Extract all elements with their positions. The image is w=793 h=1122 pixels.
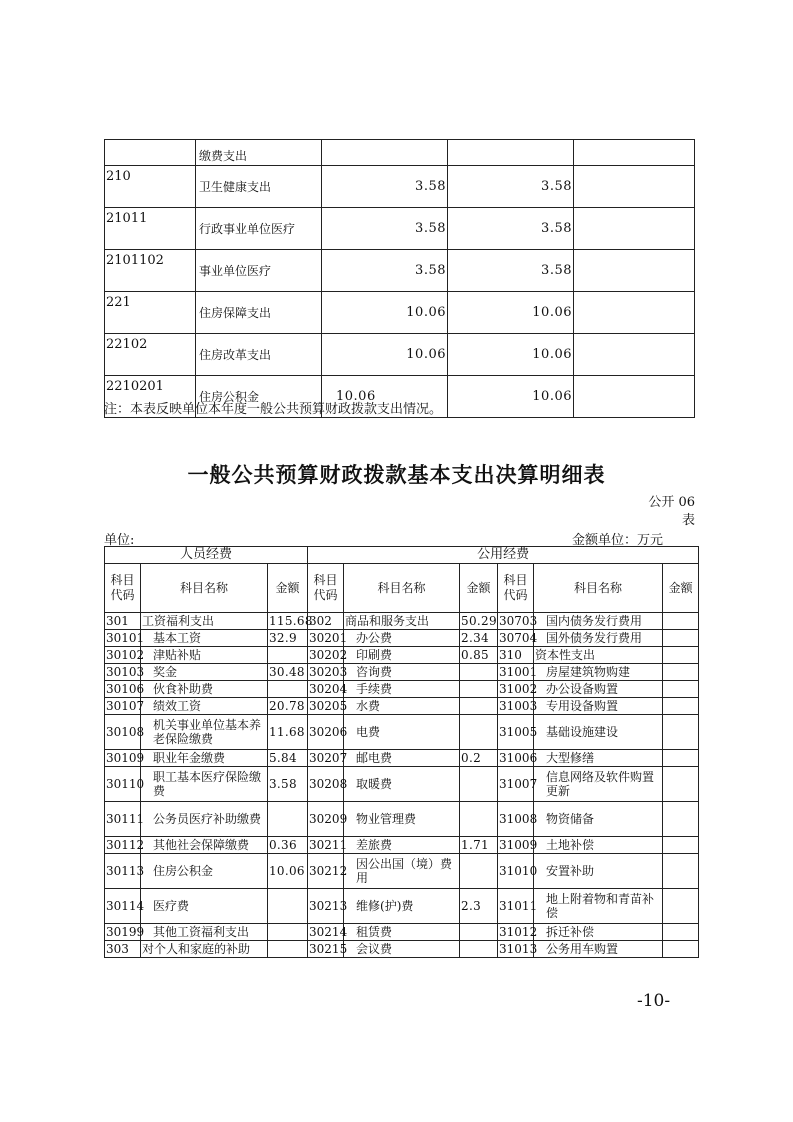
amount: 2.3 [460,889,498,924]
amount-col3 [574,140,695,166]
subject-name: 国内债务发行费用 [534,613,663,630]
subject-code: 30108 [105,715,141,750]
subject-name: 事业单位医疗 [196,250,322,292]
subject-code: 30213 [308,889,344,924]
subject-name: 国外债务发行费用 [534,630,663,647]
amount-col1: 3.58 [322,166,448,208]
table-row [105,140,695,166]
subject-code: 30106 [106,682,145,696]
unit-label: 单位: [104,533,135,548]
subject-name: 安置补助 [534,854,663,889]
subject-code: 31012 [499,925,538,939]
subject-name: 房屋建筑物购建 [534,664,663,681]
subject-code: 30204 [309,682,348,696]
subject-name: 卫生健康支出 [196,166,322,208]
amount-col3 [574,208,695,250]
amount-col3 [574,376,695,418]
subject-name: 会议费 [344,941,460,958]
subject-code: 31007 [498,767,534,802]
amount-col3 [574,166,695,208]
table-row [105,750,699,767]
subject-name: 手续费 [344,681,460,698]
amount [268,802,308,837]
subject-name: 维修(护)费 [344,889,460,924]
amount [460,941,498,958]
subject-name: 机关事业单位基本养老保险缴费 [141,715,268,750]
col-header-code: 科目代码 [498,564,534,613]
amount: 1.71 [460,837,498,854]
subject-code [105,140,196,166]
amount [460,664,498,681]
table-row [105,941,699,958]
subject-code: 30109 [106,751,145,765]
subject-name: 专用设备购置 [534,698,663,715]
subject-code: 30203 [309,665,348,679]
table-row [105,334,695,376]
group-header-row [105,547,699,564]
amount [460,802,498,837]
subject-code: 2101102 [105,250,196,292]
amount [268,941,308,958]
subject-name: 住房公积金 [196,376,322,418]
amount-col2: 10.06 [448,292,574,334]
subject-code: 30110 [105,767,141,802]
subject-name: 信息网络及软件购置更新 [534,767,663,802]
amount: 5.84 [268,750,308,767]
subject-code: 30113 [105,854,141,889]
subject-name: 拆迁补偿 [534,924,663,941]
amount [663,924,699,941]
table-row [105,664,699,681]
subject-code: 22102 [105,334,196,376]
col-header-amount: 金额 [268,564,308,613]
amount-col1: 10.06 [322,292,448,334]
table-code-line1: 公开 06 [648,495,695,510]
subject-code: 30107 [106,699,145,713]
subject-code: 221 [105,292,196,334]
subject-code: 30704 [499,631,538,645]
col-header-name: 科目名称 [534,564,663,613]
basic-expenditure-detail-table [104,546,699,958]
amount [663,630,699,647]
amount [663,647,699,664]
amount [460,715,498,750]
amount: 11.68 [268,715,308,750]
subject-code: 302 [308,613,344,630]
subject-name: 职业年金缴费 [141,750,268,767]
subject-name: 住房改革支出 [196,334,322,376]
table-row [105,698,699,715]
subject-name: 公务用车购置 [534,941,663,958]
amount-unit-label: 金额单位：万元 [572,533,664,548]
subject-code: 31010 [498,854,534,889]
subject-code: 30111 [105,802,141,837]
subject-name: 邮电费 [344,750,460,767]
amount [460,854,498,889]
amount [268,924,308,941]
subject-name: 缴费支出 [196,140,322,166]
subject-name: 住房保障支出 [196,292,322,334]
subject-name: 职工基本医疗保险缴费 [141,767,268,802]
subject-code: 31006 [499,751,538,765]
subject-code: 303 [105,941,141,958]
amount [663,664,699,681]
subject-name: 因公出国（境）费用 [344,854,460,889]
subject-name: 咨询费 [344,664,460,681]
amount-col3 [574,334,695,376]
table-row [105,854,699,889]
subject-code: 301 [105,613,141,630]
amount [663,698,699,715]
subject-code: 31009 [499,838,538,852]
amount [268,681,308,698]
subject-name: 物资储备 [534,802,663,837]
subject-name: 办公设备购置 [534,681,663,698]
amount [663,854,699,889]
table-row [105,681,699,698]
subject-code: 30205 [309,699,348,713]
subject-name: 电费 [344,715,460,750]
subject-code: 31002 [499,682,538,696]
subject-code: 210 [105,166,196,208]
subject-name: 地上附着物和青苗补偿 [534,889,663,924]
amount-col1: 10.06 [322,376,448,418]
table-row [105,166,695,208]
subject-name: 其他工资福利支出 [141,924,268,941]
amount-col3 [574,292,695,334]
subject-code: 30214 [309,925,348,939]
amount: 30.48 [268,664,308,681]
subject-name: 物业管理费 [344,802,460,837]
subject-code: 30101 [106,631,145,645]
subject-name: 基础设施建设 [534,715,663,750]
subject-name: 资本性支出 [534,647,663,664]
amount-col1: 3.58 [322,208,448,250]
amount: 10.06 [268,854,308,889]
subject-code: 21011 [105,208,196,250]
table-row [105,767,699,802]
table-row [105,802,699,837]
subject-name: 基本工资 [141,630,268,647]
group-personnel-header: 人员经费 [105,547,308,564]
subject-name: 差旅费 [344,837,460,854]
subject-code: 30201 [309,631,348,645]
subject-name: 行政事业单位医疗 [196,208,322,250]
amount [460,681,498,698]
subject-code: 31013 [499,942,538,956]
subject-code: 30703 [499,614,538,628]
subject-name: 取暖费 [344,767,460,802]
amount [663,802,699,837]
subject-name: 租赁费 [344,924,460,941]
table-row [105,250,695,292]
amount: 2.34 [460,630,498,647]
table-row [105,647,699,664]
amount [460,924,498,941]
subject-code: 30102 [106,648,145,662]
amount-col3 [574,250,695,292]
page-title: 一般公共预算财政拨款基本支出决算明细表 [187,463,606,487]
table-row [105,613,699,630]
subject-code: 2210201 [105,376,196,418]
subject-code: 30206 [308,715,344,750]
subject-name: 住房公积金 [141,854,268,889]
col-header-amount: 金额 [663,564,699,613]
subject-name: 对个人和家庭的补助 [141,941,268,958]
amount: 0.85 [460,647,498,664]
subject-name: 公务员医疗补助缴费 [141,802,268,837]
subject-name: 印刷费 [344,647,460,664]
subject-name: 医疗费 [141,889,268,924]
amount-col2: 10.06 [448,376,574,418]
subject-code: 30215 [309,942,348,956]
col-header-name: 科目名称 [141,564,268,613]
amount [663,750,699,767]
amount [663,715,699,750]
amount-col2: 3.58 [448,166,574,208]
subject-code: 30202 [309,648,348,662]
subject-code: 30114 [105,889,141,924]
subject-name: 奖金 [141,664,268,681]
subject-name: 土地补偿 [534,837,663,854]
amount [663,613,699,630]
table-code [648,494,695,530]
subject-code: 31005 [498,715,534,750]
amount-col2: 10.06 [448,334,574,376]
amount [268,647,308,664]
amount-col1 [322,140,448,166]
amount [663,767,699,802]
subject-code: 31011 [498,889,534,924]
subject-code: 30211 [309,838,348,852]
amount: 32.9 [268,630,308,647]
subject-name: 商品和服务支出 [344,613,460,630]
subject-name: 工资福利支出 [141,613,268,630]
col-header-code: 科目代码 [308,564,344,613]
col-header-amount: 金额 [460,564,498,613]
table-row [105,837,699,854]
subject-name: 津贴补贴 [141,647,268,664]
subject-name: 水费 [344,698,460,715]
subject-code: 30103 [106,665,145,679]
amount [663,941,699,958]
amount-col2: 3.58 [448,208,574,250]
amount [460,698,498,715]
amount-col2 [448,140,574,166]
amount: 20.78 [268,698,308,715]
table-row [105,292,695,334]
amount [663,681,699,698]
amount: 3.58 [268,767,308,802]
subject-code: 30112 [106,838,145,852]
table-row [105,630,699,647]
subject-code: 30208 [308,767,344,802]
amount [663,837,699,854]
subject-name: 办公费 [344,630,460,647]
subject-code: 31003 [499,699,538,713]
subject-name: 其他社会保障缴费 [141,837,268,854]
amount [268,889,308,924]
amount-col2: 3.58 [448,250,574,292]
amount: 50.29 [461,614,497,628]
subject-code: 31008 [498,802,534,837]
table-row [105,924,699,941]
subject-code: 31001 [499,665,538,679]
column-header-row [105,564,699,613]
table-row [105,889,699,924]
col-header-code: 科目代码 [105,564,141,613]
col-header-name: 科目名称 [344,564,460,613]
table-note: 注：本表反映单位本年度一般公共预算财政拨款支出情况。 [104,402,443,417]
subject-code: 30212 [308,854,344,889]
table-row [105,715,699,750]
fiscal-expenditure-table-continued [104,139,695,418]
amount [663,889,699,924]
group-public-header: 公用经费 [308,547,699,564]
amount: 0.2 [460,750,498,767]
subject-code: 30209 [308,802,344,837]
subject-code: 30207 [309,751,348,765]
table-code-line2: 表 [681,513,695,528]
amount: 0.36 [268,837,308,854]
subject-name: 绩效工资 [141,698,268,715]
subject-name: 伙食补助费 [141,681,268,698]
subject-code: 30199 [106,925,145,939]
subject-name: 大型修缮 [534,750,663,767]
subject-code: 310 [498,647,534,664]
page-number: -10- [637,991,671,1011]
amount: 115.68 [269,614,313,628]
table-row [105,208,695,250]
amount-col1: 3.58 [322,250,448,292]
amount-col1: 10.06 [322,334,448,376]
amount [460,767,498,802]
